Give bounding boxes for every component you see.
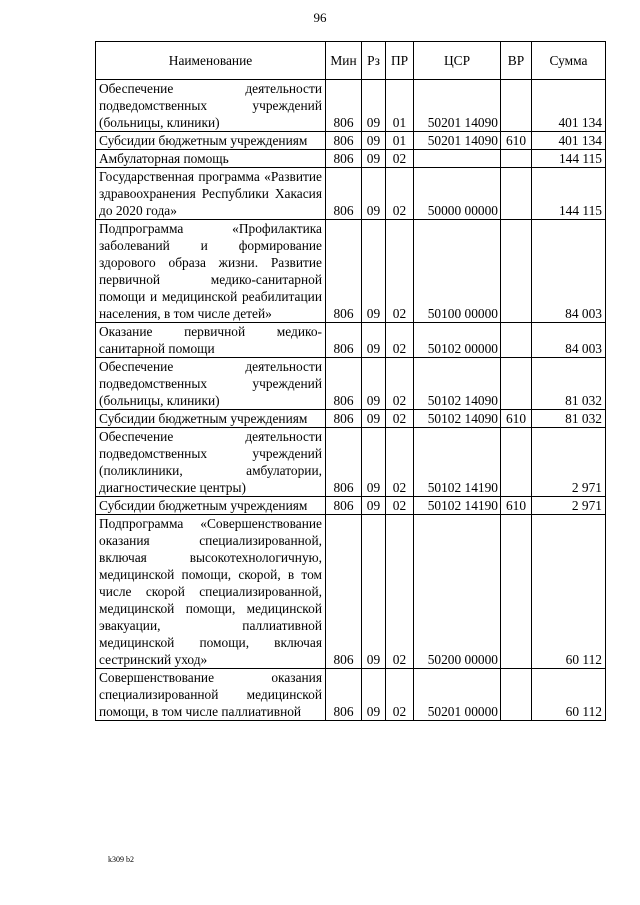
row-name: Амбулаторная помощь <box>96 150 326 168</box>
table-row <box>96 515 606 669</box>
row-sum: 144 115 <box>532 168 606 220</box>
row-vr: 610 <box>501 497 532 515</box>
row-csr: 50102 14090 <box>414 410 501 428</box>
row-sum: 84 003 <box>532 220 606 323</box>
row-min: 806 <box>326 150 362 168</box>
row-sum: 144 115 <box>532 150 606 168</box>
row-csr: 50201 14090 <box>414 132 501 150</box>
row-name: Обеспечение деятельности подведомственных учреждений (больницы, клиники) <box>96 358 326 410</box>
row-rz: 09 <box>362 132 386 150</box>
header-vr: ВР <box>501 42 532 80</box>
row-name: Субсидии бюджетным учреждениям <box>96 132 326 150</box>
row-name: Совершенствование оказания специализированной медицинской помощи, в том числе паллиативной <box>96 669 326 721</box>
header-name: Наименование <box>96 42 326 80</box>
page-number: 96 <box>313 10 327 25</box>
row-vr <box>501 358 532 410</box>
document-code: k309 b2 <box>108 855 134 864</box>
row-name: Государственная программа «Развитие здравоохранения Республики Хакасия до 2020 года» <box>96 168 326 220</box>
row-min: 806 <box>326 358 362 410</box>
row-rz: 09 <box>362 515 386 669</box>
row-csr: 50102 14090 <box>414 358 501 410</box>
row-name: Оказание первичной медико-санитарной помощи <box>96 323 326 358</box>
budget-table <box>95 41 606 721</box>
row-name: Обеспечение деятельности подведомственных учреждений (больницы, клиники) <box>96 80 326 132</box>
header-csr: ЦСР <box>414 42 501 80</box>
row-pr: 02 <box>386 410 414 428</box>
row-min: 806 <box>326 132 362 150</box>
table-row <box>96 168 606 220</box>
table-row <box>96 150 606 168</box>
table-row <box>96 220 606 323</box>
row-pr: 02 <box>386 323 414 358</box>
row-sum: 81 032 <box>532 410 606 428</box>
row-vr: 610 <box>501 132 532 150</box>
row-vr <box>501 323 532 358</box>
row-pr: 02 <box>386 220 414 323</box>
row-vr: 610 <box>501 410 532 428</box>
table-row <box>96 497 606 515</box>
header-rz: Рз <box>362 42 386 80</box>
row-pr: 02 <box>386 428 414 497</box>
row-vr <box>501 220 532 323</box>
row-csr: 50000 00000 <box>414 168 501 220</box>
row-min: 806 <box>326 428 362 497</box>
row-csr <box>414 150 501 168</box>
row-csr: 50102 00000 <box>414 323 501 358</box>
row-vr <box>501 669 532 721</box>
row-min: 806 <box>326 323 362 358</box>
row-pr: 02 <box>386 669 414 721</box>
row-sum: 401 134 <box>532 132 606 150</box>
row-csr: 50102 14190 <box>414 428 501 497</box>
row-min: 806 <box>326 80 362 132</box>
header-min: Мин <box>326 42 362 80</box>
table-row <box>96 323 606 358</box>
row-pr: 02 <box>386 168 414 220</box>
row-csr: 50100 00000 <box>414 220 501 323</box>
table-row <box>96 669 606 721</box>
row-pr: 02 <box>386 358 414 410</box>
table-row <box>96 428 606 497</box>
row-pr: 02 <box>386 515 414 669</box>
row-sum: 81 032 <box>532 358 606 410</box>
row-sum: 401 134 <box>532 80 606 132</box>
row-rz: 09 <box>362 358 386 410</box>
row-name: Субсидии бюджетным учреждениям <box>96 497 326 515</box>
row-rz: 09 <box>362 150 386 168</box>
row-pr: 01 <box>386 132 414 150</box>
row-sum: 2 971 <box>532 497 606 515</box>
row-rz: 09 <box>362 220 386 323</box>
row-vr <box>501 428 532 497</box>
row-sum: 60 112 <box>532 515 606 669</box>
row-min: 806 <box>326 669 362 721</box>
row-rz: 09 <box>362 669 386 721</box>
row-min: 806 <box>326 168 362 220</box>
row-sum: 60 112 <box>532 669 606 721</box>
row-pr: 01 <box>386 80 414 132</box>
table-row <box>96 132 606 150</box>
header-sum: Сумма <box>532 42 606 80</box>
row-name: Подпрограмма «Профилактика заболеваний и формирование здорового образа жизни. Развитие первичной медико-санитарной помощи и медицинской реабилитации населения, в том числе детей» <box>96 220 326 323</box>
row-vr <box>501 168 532 220</box>
row-csr: 50102 14190 <box>414 497 501 515</box>
row-rz: 09 <box>362 410 386 428</box>
table-row <box>96 358 606 410</box>
row-vr <box>501 515 532 669</box>
row-name: Субсидии бюджетным учреждениям <box>96 410 326 428</box>
row-sum: 2 971 <box>532 428 606 497</box>
row-sum: 84 003 <box>532 323 606 358</box>
table-row <box>96 80 606 132</box>
row-vr <box>501 80 532 132</box>
row-rz: 09 <box>362 428 386 497</box>
row-name: Обеспечение деятельности подведомственных учреждений (поликлиники, амбулатории, диагностические центры) <box>96 428 326 497</box>
row-vr <box>501 150 532 168</box>
row-min: 806 <box>326 515 362 669</box>
row-rz: 09 <box>362 168 386 220</box>
row-csr: 50201 14090 <box>414 80 501 132</box>
table-header-row <box>96 42 606 80</box>
row-min: 806 <box>326 220 362 323</box>
row-csr: 50200 00000 <box>414 515 501 669</box>
row-rz: 09 <box>362 80 386 132</box>
row-min: 806 <box>326 410 362 428</box>
row-min: 806 <box>326 497 362 515</box>
row-rz: 09 <box>362 323 386 358</box>
header-pr: ПР <box>386 42 414 80</box>
table-row <box>96 410 606 428</box>
row-csr: 50201 00000 <box>414 669 501 721</box>
row-pr: 02 <box>386 497 414 515</box>
row-pr: 02 <box>386 150 414 168</box>
row-rz: 09 <box>362 497 386 515</box>
row-name: Подпрограмма «Совершенствование оказания специализированной, включая высокотехнологичную, медицинской помощи, скорой, в том числе скорой специализированной, медицинской помощи, медицинской эвакуации, паллиативной медицинской помощи, включая сестринский уход» <box>96 515 326 669</box>
